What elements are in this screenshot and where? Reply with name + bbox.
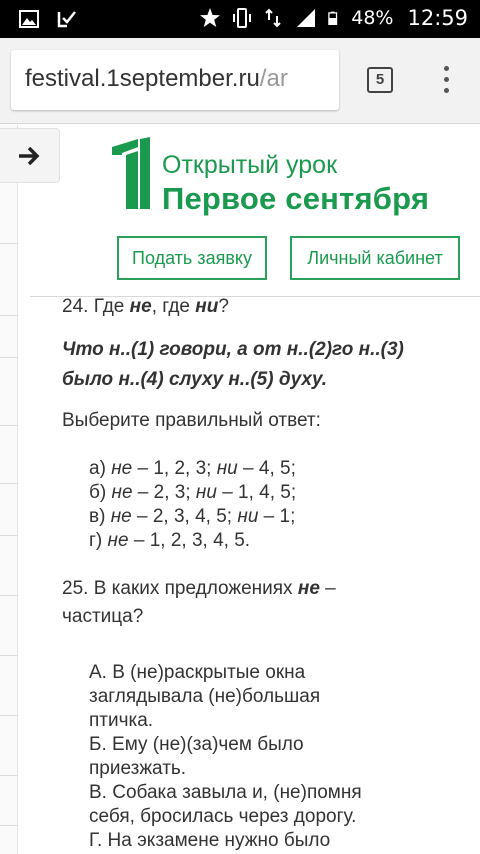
list-item: Б. Ему (не)(за)чем было <box>89 734 304 755</box>
list-item: б) не – 2, 3; ни – 1, 4, 5; <box>89 482 297 503</box>
list-item: в) не – 2, 3, 4, 5; ни – 1; <box>89 506 296 527</box>
gallery-icon <box>18 8 40 30</box>
web-page <box>0 125 480 854</box>
question-25-title: 25. В каких предложениях не – частица? <box>62 578 336 627</box>
list-item: А. В (не)раскрытые окна <box>89 662 306 683</box>
list-item: В. Собака завыла и, (не)помня <box>89 782 362 803</box>
list-item: Г. На экзамене нужно было <box>89 830 331 851</box>
logo-title: Первое сентября <box>162 181 430 216</box>
question-24-sentence: Что н..(1) говори, а от н..(2)го н..(3) было н..(4) слуху н..(5) духу. <box>62 339 404 390</box>
sentence-list <box>62 661 462 853</box>
question-24-title: 24. Где не, где ни? <box>62 296 229 317</box>
side-panel-strip[interactable] <box>0 125 18 854</box>
address-bar[interactable] <box>11 50 339 110</box>
tab-switcher-button[interactable]: 5 <box>367 67 393 93</box>
vibrate-icon <box>231 7 253 29</box>
open-sidebar-button[interactable] <box>0 128 60 183</box>
signal-icon <box>295 7 317 29</box>
overflow-menu-icon[interactable] <box>438 66 454 96</box>
battery-icon <box>327 7 341 29</box>
article-content <box>62 293 462 853</box>
url-text[interactable] <box>25 65 288 93</box>
logo-mark-icon <box>108 137 152 211</box>
arrow-right-icon <box>17 144 41 168</box>
clock: 12:59 <box>407 6 468 30</box>
question-24-prompt: Выберите правильный ответ: <box>62 410 321 431</box>
list-item: себя, бросилась через дорогу. <box>89 806 357 827</box>
star-icon <box>199 7 221 29</box>
logo-subtitle: Открытый урок <box>162 151 337 179</box>
list-item: а) не – 1, 2, 3; ни – 4, 5; <box>89 458 296 479</box>
apply-button[interactable]: Подать заявку <box>117 236 267 280</box>
battery-percent: 48% <box>351 7 394 29</box>
status-bar-notifications <box>18 8 78 30</box>
download-check-icon <box>56 8 78 30</box>
browser-toolbar <box>0 38 480 124</box>
list-item: птичка. <box>89 710 154 731</box>
status-bar-system <box>199 6 468 30</box>
list-item: заглядывала (не)большая <box>89 686 321 707</box>
url-path: /ar <box>259 65 288 92</box>
personal-cabinet-button[interactable]: Личный кабинет <box>290 236 460 280</box>
answer-list <box>62 457 462 553</box>
status-bar <box>0 0 480 38</box>
list-item: приезжать. <box>89 758 187 779</box>
data-arrows-icon <box>263 7 285 29</box>
list-item: г) не – 1, 2, 3, 4, 5. <box>89 530 251 551</box>
url-host: festival.1september.ru <box>25 65 260 92</box>
